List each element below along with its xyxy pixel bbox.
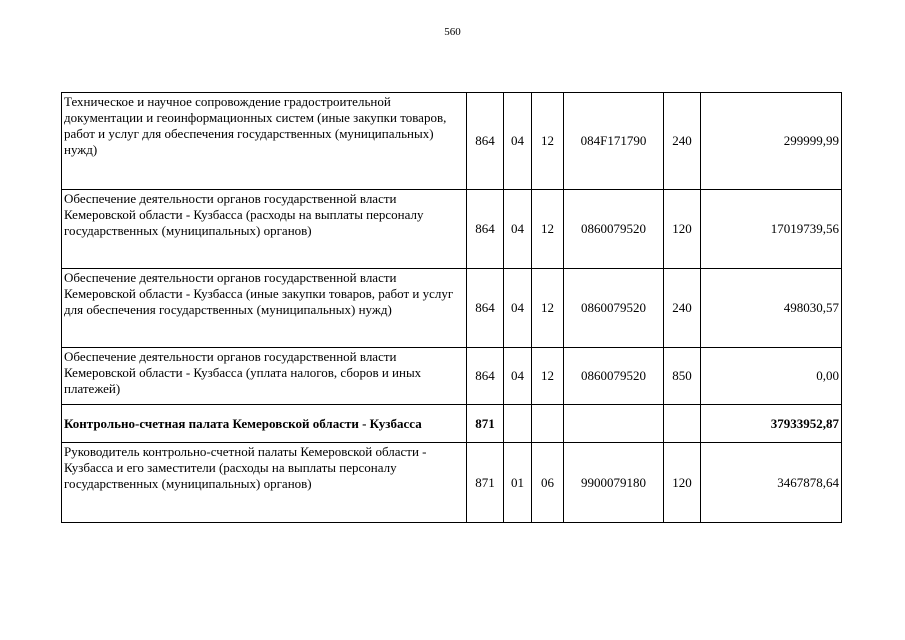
target-article-code: 0860079520 xyxy=(564,348,664,405)
amount: 498030,57 xyxy=(701,269,842,348)
budget-table xyxy=(61,92,842,523)
table-row xyxy=(62,269,842,348)
expense-type-code: 240 xyxy=(664,269,701,348)
expense-type-code xyxy=(664,405,701,443)
department-code: 871 xyxy=(467,443,504,523)
expense-type-code: 120 xyxy=(664,190,701,269)
row-description: Техническое и научное сопровождение градостроительной документации и геоинформационных систем (иные закупки товаров, работ и услуг для обеспечения государственных (муниципальных) нужд) xyxy=(62,93,467,190)
department-code: 871 xyxy=(467,405,504,443)
table-row-total xyxy=(62,405,842,443)
target-article-code xyxy=(564,405,664,443)
department-code: 864 xyxy=(467,348,504,405)
amount: 3467878,64 xyxy=(701,443,842,523)
section-code: 01 xyxy=(504,443,532,523)
expense-type-code: 120 xyxy=(664,443,701,523)
table-row xyxy=(62,93,842,190)
subsection-code: 12 xyxy=(532,269,564,348)
row-description: Обеспечение деятельности органов государственной власти Кемеровской области - Кузбасса (расходы на выплаты персоналу государственных (муниципальных) органов) xyxy=(62,190,467,269)
row-description: Обеспечение деятельности органов государственной власти Кемеровской области - Кузбасса (уплата налогов, сборов и иных платежей) xyxy=(62,348,467,405)
department-code: 864 xyxy=(467,269,504,348)
amount: 37933952,87 xyxy=(701,405,842,443)
page-number: 560 xyxy=(444,26,461,38)
expense-type-code: 240 xyxy=(664,93,701,190)
target-article-code: 9900079180 xyxy=(564,443,664,523)
row-description: Контрольно-счетная палата Кемеровской области - Кузбасса xyxy=(62,405,467,443)
department-code: 864 xyxy=(467,93,504,190)
subsection-code: 12 xyxy=(532,190,564,269)
section-code xyxy=(504,405,532,443)
target-article-code: 0860079520 xyxy=(564,269,664,348)
table-row xyxy=(62,190,842,269)
amount: 299999,99 xyxy=(701,93,842,190)
table-row xyxy=(62,348,842,405)
target-article-code: 084F171790 xyxy=(564,93,664,190)
target-article-code: 0860079520 xyxy=(564,190,664,269)
amount: 0,00 xyxy=(701,348,842,405)
amount: 17019739,56 xyxy=(701,190,842,269)
row-description: Руководитель контрольно-счетной палаты Кемеровской области - Кузбасса и его заместители (расходы на выплаты персоналу государственных (муниципальных) органов) xyxy=(62,443,467,523)
section-code: 04 xyxy=(504,190,532,269)
department-code: 864 xyxy=(467,190,504,269)
section-code: 04 xyxy=(504,269,532,348)
section-code: 04 xyxy=(504,348,532,405)
table-row xyxy=(62,443,842,523)
expense-type-code: 850 xyxy=(664,348,701,405)
subsection-code: 12 xyxy=(532,348,564,405)
section-code: 04 xyxy=(504,93,532,190)
subsection-code: 06 xyxy=(532,443,564,523)
subsection-code xyxy=(532,405,564,443)
row-description: Обеспечение деятельности органов государственной власти Кемеровской области - Кузбасса (иные закупки товаров, работ и услуг для обеспечения государственных (муниципальных) нужд) xyxy=(62,269,467,348)
subsection-code: 12 xyxy=(532,93,564,190)
